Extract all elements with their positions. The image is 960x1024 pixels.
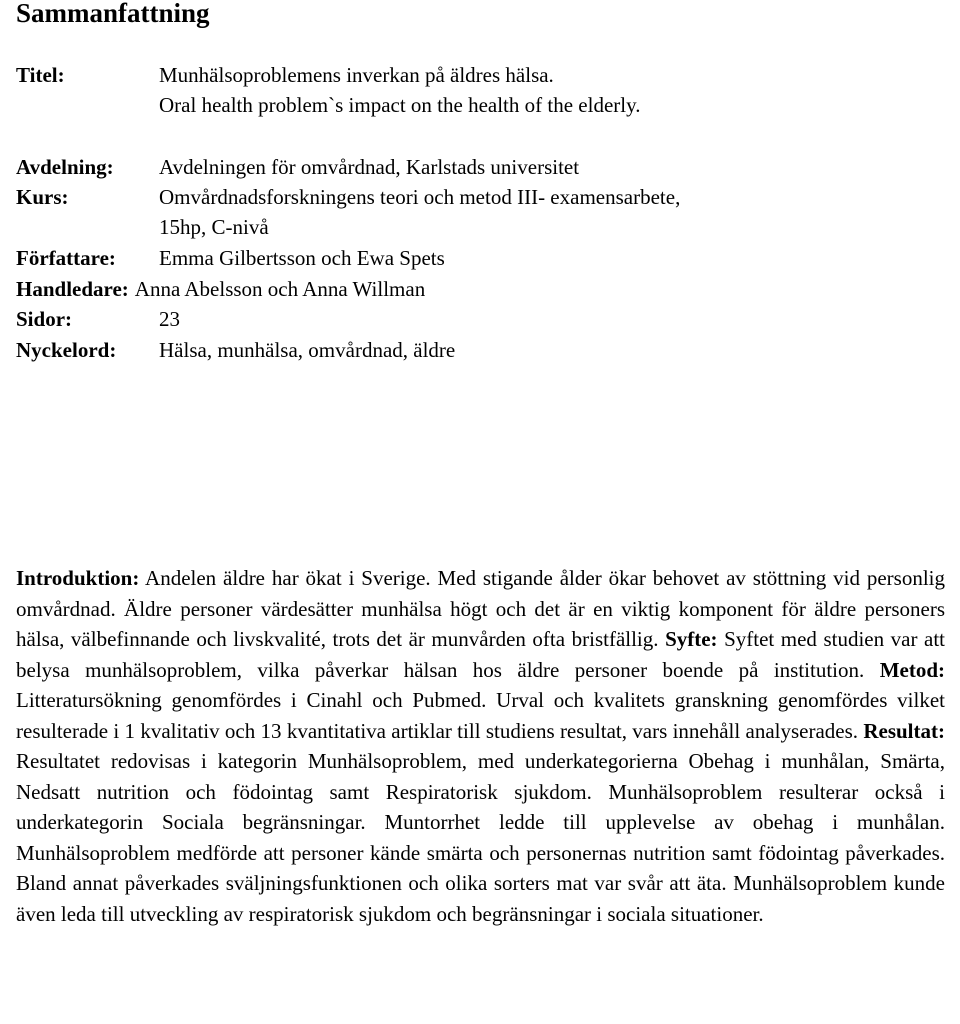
title-row <box>16 60 554 90</box>
keywords-row <box>16 335 456 365</box>
supervisor-value: Anna Abelsson och Anna Willman <box>134 277 426 301</box>
page-title: Sammanfattning <box>16 0 210 28</box>
result-text: Resultatet redovisas i kategorin Munhälsoproblem, med underkategorierna Obehag i munhålan, Smärta, Nedsatt nutrition och födointag samt Respiratorisk sjukdom. Munhälsoproblem resulterar också i underkategorin Sociala begränsningar. Muntorrhet ledde till upplevelse av obehag i munhålan. Munhälsoproblem medförde att personer kände smärta och personernas nutrition samt födointag påverkades. Bland annat påverkades sväljningsfunktionen och olika sorters mat var svår att äta. Munhälsoproblem kunde även leda till utveckling av respiratorisk sjukdom och begränsningar i sociala situationer. <box>16 749 945 926</box>
keywords-label: Nyckelord: <box>16 338 117 362</box>
method-label: Metod: <box>879 657 945 682</box>
title-label: Titel: <box>16 63 65 87</box>
pages-value: 23 <box>159 307 180 331</box>
supervisor-row <box>16 274 425 304</box>
method-text: Litteratursökning genomfördes i Cinahl och Pubmed. Urval och kvalitets granskning genomfördes vilket resulterade i 1 kvalitativ och 13 kvantitativa artiklar till studiens resultat, vars innehåll analyserades. <box>16 688 945 743</box>
course-row <box>16 182 681 212</box>
course-value: Omvårdnadsforskningens teori och metod III- examensarbete, <box>159 185 681 209</box>
supervisor-label: Handledare: <box>16 277 129 301</box>
course-label: Kurs: <box>16 185 69 209</box>
aim-text: Syftet med studien var att belysa munhälsoproblem, vilka påverkar hälsan hos äldre personer boende på institution. <box>16 627 945 682</box>
pages-row <box>16 304 180 334</box>
course-level: 15hp, C-nivå <box>159 215 269 239</box>
intro-label: Introduktion: <box>16 566 140 590</box>
author-row <box>16 243 445 273</box>
author-value: Emma Gilbertsson och Ewa Spets <box>159 246 445 270</box>
pages-label: Sidor: <box>16 307 73 331</box>
result-label: Resultat: <box>863 718 945 743</box>
intro-text: Andelen äldre har ökat i Sverige. Med stigande ålder ökar behovet av stöttning vid personlig omvårdnad. Äldre personer värdesätter munhälsa högt och det är en viktig komponent för äldre personers hälsa, välbefinnande och livskvalité, trots det är munvården ofta bristfällig. <box>16 566 945 651</box>
title-swedish: Munhälsoproblemens inverkan på äldres hälsa. <box>159 63 554 87</box>
title-english: Oral health problem`s impact on the health of the elderly. <box>159 93 641 117</box>
author-label: Författare: <box>16 246 116 270</box>
aim-label: Syfte: <box>665 627 718 651</box>
department-value: Avdelningen för omvårdnad, Karlstads universitet <box>159 155 580 179</box>
abstract-paragraph <box>16 563 945 929</box>
department-row <box>16 152 580 182</box>
department-label: Avdelning: <box>16 155 114 179</box>
keywords-value: Hälsa, munhälsa, omvårdnad, äldre <box>159 338 456 362</box>
